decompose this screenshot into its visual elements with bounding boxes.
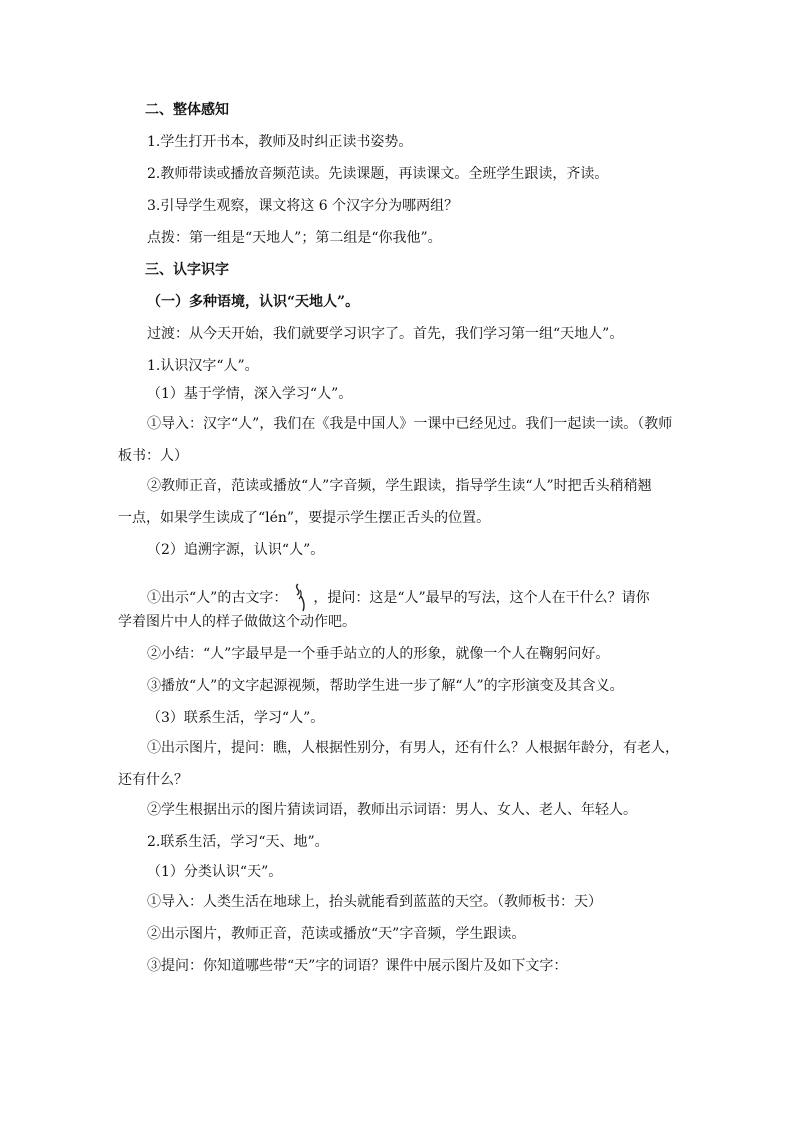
paragraph: 2.教师带读或播放音频范读。先读课题，再读课文。全班学生跟读，齐读。 bbox=[147, 166, 609, 182]
paragraph: （2）追溯字源，认识“人”。 bbox=[147, 542, 325, 558]
section-heading-2: 二、整体感知 bbox=[145, 102, 229, 118]
paragraph-continuation: 还有什么？ bbox=[118, 772, 188, 788]
section-heading-3: 三、认字识字 bbox=[145, 262, 229, 278]
paragraph: 过渡：从今天开始，我们就要学习识字了。首先，我们学习第一组“天地人”。 bbox=[147, 326, 624, 342]
paragraph-continuation: 板书：人） bbox=[118, 448, 188, 464]
paragraph: ①导入：汉字“人”，我们在《我是中国人》一课中已经见过。我们一起读一读。（教师 bbox=[147, 416, 673, 432]
paragraph: 1.认识汉字“人”。 bbox=[147, 358, 259, 374]
paragraph: 点拨：第一组是“天地人”；第二组是“你我他”。 bbox=[147, 230, 442, 246]
paragraph: ①出示图片，提问：瞧，人根据性别分，有男人，还有什么？人根据年龄分，有老人， bbox=[147, 740, 679, 756]
paragraph-text: ①出示“人”的古文字： bbox=[147, 590, 288, 606]
paragraph: ②出示图片，教师正音，范读或播放“天”字音频，学生跟读。 bbox=[147, 926, 526, 942]
paragraph: ②学生根据出示的图片猜读词语，教师出示词语：男人、女人、老人、年轻人。 bbox=[147, 802, 637, 818]
paragraph: 1.学生打开书本，教师及时纠正读书姿势。 bbox=[147, 134, 413, 150]
paragraph: ②小结：“人”字最早是一个垂手站立的人的形象，就像一个人在鞠躬问好。 bbox=[147, 646, 610, 662]
paragraph-text: ，提问：这是“人”最早的写法，这个人在干什么？请你 bbox=[313, 590, 650, 606]
subsection-heading: （一）多种语境，认识“天地人”。 bbox=[147, 294, 360, 310]
paragraph-continuation: 学着图片中人的样子做做这个动作吧。 bbox=[118, 614, 356, 630]
paragraph: ①导入：人类生活在地球上，抬头就能看到蓝蓝的天空。（教师板书：天） bbox=[147, 894, 602, 910]
paragraph: （3）联系生活，学习“人”。 bbox=[147, 710, 325, 726]
ancient-ren-glyph-icon bbox=[289, 582, 311, 612]
paragraph: （1）基于学情，深入学习“人”。 bbox=[147, 386, 353, 402]
paragraph: ③提问：你知道哪些带“天”字的词语？课件中展示图片及如下文字： bbox=[147, 958, 568, 974]
paragraph: （1）分类认识“天”。 bbox=[147, 864, 283, 880]
paragraph-with-glyph bbox=[147, 582, 650, 612]
paragraph: 2.联系生活，学习“天、地”。 bbox=[147, 834, 329, 850]
paragraph: ②教师正音，范读或播放“人”字音频，学生跟读，指导学生读“人”时把舌头稍稍翘 bbox=[147, 478, 652, 494]
paragraph-continuation: 一点，如果学生读成了“lén”，要提示学生摆正舌头的位置。 bbox=[118, 510, 491, 526]
paragraph: ③播放“人”的文字起源视频，帮助学生进一步了解“人”的字形演变及其含义。 bbox=[147, 678, 624, 694]
paragraph: 3.引导学生观察，课文将这 6 个汉字分为哪两组？ bbox=[147, 198, 459, 214]
